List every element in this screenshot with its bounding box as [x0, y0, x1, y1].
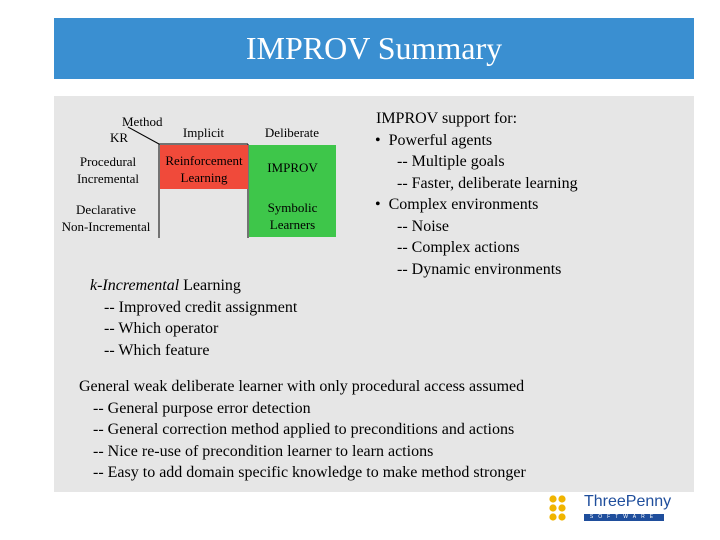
support-bullet-complex: • Complex environments	[375, 196, 539, 213]
matrix-col-implicit: Implicit	[182, 125, 225, 140]
matrix-row-declarative: Declarative Non-Incremental	[61, 202, 151, 234]
logo-software-bar: SOFTWARE	[584, 514, 664, 521]
general-line-reuse: -- Nice re-use of precondition learner to learn actions	[93, 442, 434, 460]
support-sub-dynamic: -- Dynamic environments	[397, 260, 562, 278]
support-sub-faster: -- Faster, deliberate learning	[397, 174, 578, 192]
matrix-row-procedural: Procedural Incremental	[76, 154, 140, 186]
support-sub-multiple-goals: -- Multiple goals	[397, 153, 505, 170]
k-incremental-heading: k-Incremental Learning	[90, 277, 241, 294]
general-learner-block	[79, 376, 526, 484]
general-line-correction: -- General correction method applied to preconditions and actions	[93, 421, 515, 438]
support-block	[375, 108, 578, 280]
matrix-col-deliberate: Deliberate	[264, 125, 320, 140]
general-heading: General weak deliberate learner with only procedural access assumed	[79, 378, 525, 395]
matrix-corner-diagonal	[128, 127, 159, 144]
matrix-corner-kr: KR	[110, 130, 129, 145]
slide-title: IMPROV Summary	[245, 30, 503, 66]
general-line-domain-knowledge: -- Easy to add domain specific knowledge to make method stronger	[93, 464, 526, 481]
k-incremental-block	[90, 275, 297, 361]
support-sub-complex-actions: -- Complex actions	[397, 239, 520, 256]
matrix-cell-symbolic: Symbolic Learners	[249, 189, 336, 237]
matrix-cell-improv: IMPROV	[249, 145, 336, 189]
support-sub-noise: -- Noise	[397, 217, 449, 235]
k-incremental-line-operator: -- Which operator	[104, 320, 219, 337]
k-incremental-line-feature: -- Which feature	[104, 341, 210, 359]
logo-dots-icon	[548, 494, 574, 526]
content-panel	[54, 96, 694, 492]
k-incremental-line-credit: -- Improved credit assignment	[104, 298, 298, 316]
matrix-corner-method: Method	[122, 114, 163, 129]
slide-title-bar	[54, 18, 694, 79]
general-line-error-detection: -- General purpose error detection	[93, 399, 311, 417]
logo-name: ThreePenny	[584, 493, 672, 510]
support-heading: IMPROV support for:	[376, 110, 518, 127]
matrix-cell-reinforcement: Reinforcement Learning	[160, 145, 248, 189]
threepenny-logo	[548, 493, 672, 526]
support-bullet-powerful: • Powerful agents	[375, 131, 493, 149]
